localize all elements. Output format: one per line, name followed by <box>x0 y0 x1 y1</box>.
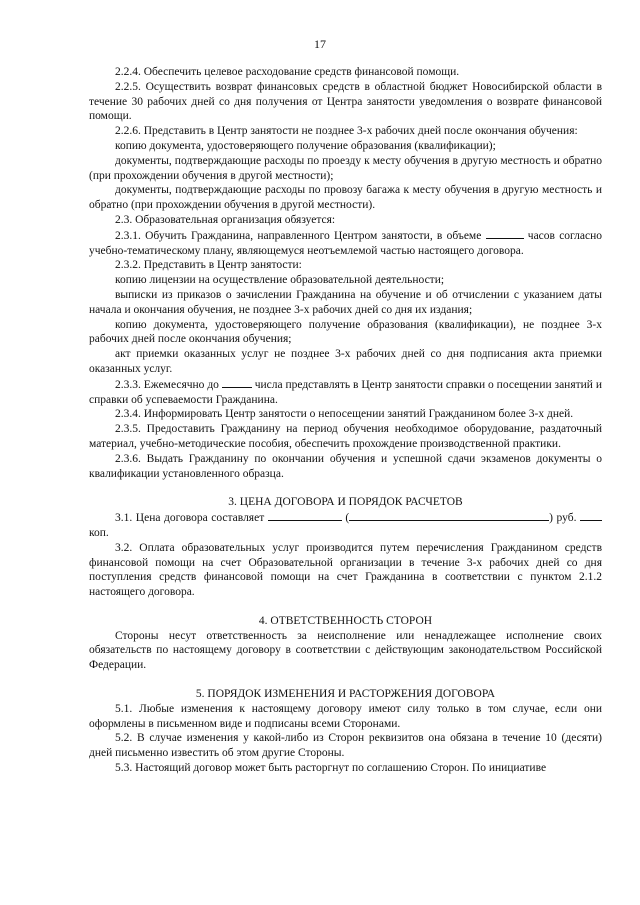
spacer <box>89 673 602 687</box>
clause-2-2-4: 2.2.4. Обеспечить целевое расходование средств финансовой помощи. <box>115 66 460 78</box>
clause-2-3-2: 2.3.2. Представить в Центр занятости: <box>115 259 302 272</box>
day-blank <box>222 377 252 388</box>
clause-2-3-2-item-2: выписки из приказов о зачислении Гражданина на обучение и об отчислении с указанием даты начала и окончания обучения, не позднее 3-х рабочих дней со дня их издания; <box>89 288 602 316</box>
clause-3-1 <box>89 510 602 541</box>
price-open-paren: ( <box>345 512 350 525</box>
spacer <box>89 600 602 614</box>
section-4-text: Стороны несут ответственность за неисполнение или ненадлежащее исполнение своих обязательств по настоящему договору в соответствии с действующим законодательством Российской Федерации. <box>89 629 602 672</box>
clause-2-3-4: 2.3.4. Информировать Центр занятости о непосещении занятий Гражданином более 3-х дней. <box>115 408 574 421</box>
price-number-blank <box>268 510 342 521</box>
clause-5-3: 5.3. Настоящий договор может быть расторгнут по соглашению Сторон. По инициативе <box>115 762 547 775</box>
clause-2-3-1-rest: часов согласно учебно-тематическому плану, являющемуся неотъемлемой частью настоящего договора. <box>89 229 603 257</box>
section-3-heading: 3. ЦЕНА ДОГОВОРА И ПОРЯДОК РАСЧЕТОВ <box>228 496 463 509</box>
clause-2-3-3-rest: числа представлять в Центр занятости справки о посещении занятий и справки об успеваемости Гражданина. <box>89 378 602 406</box>
clause-2-3-2-item-3: копию документа, удостоверяющего получение образования (квалификации), не позднее 3-х рабочих дней после окончания обучения; <box>89 318 602 346</box>
kopecks-label: коп. <box>89 526 109 539</box>
price-words-blank <box>349 510 549 521</box>
clause-2-2-6-item-2: документы, подтверждающие расходы по проезду к месту обучения в другую местность и обратно (при прохождении обучения в другой местности); <box>89 154 602 182</box>
section-4-heading: 4. ОТВЕТСТВЕННОСТЬ СТОРОН <box>258 614 433 627</box>
document-body <box>89 65 602 776</box>
clause-2-3-6: 2.3.6. Выдать Гражданину по окончании обучения и успешной сдачи экзаменов документы о квалификации установленного образца. <box>89 452 602 480</box>
clause-5-1: 5.1. Любые изменения к настоящему договору имеют силу только в том случае, если они оформлены в письменном виде и подписаны всеми Сторонами. <box>89 702 602 730</box>
clause-2-2-5: 2.2.5. Осуществить возврат финансовых средств в областной бюджет Новосибирской области в течение 30 рабочих дней со дня получения от Центра занятости уведомления о возврате финансовой помощи. <box>89 80 602 123</box>
clause-2-3: 2.3. Образовательная организация обязуется: <box>115 213 336 226</box>
clause-3-2: 3.2. Оплата образовательных услуг производится путем перечисления Гражданином средств финансовой помощи на счет Образовательной организации в течение 3-х рабочих дней со дня поступления средств финансовой помощи на счет Гражданина в соответствии с пунктом 2.1.2 настоящего договора. <box>89 541 602 599</box>
spacer <box>89 481 602 495</box>
clause-2-2-6-item-1: копию документа, удостоверяющего получение образования (квалификации); <box>115 139 496 152</box>
section-5-heading: 5. ПОРЯДОК ИЗМЕНЕНИЯ И РАСТОРЖЕНИЯ ДОГОВОРА <box>195 688 496 701</box>
clause-5-2: 5.2. В случае изменения у какой-либо из Сторон реквизитов она обязана в течение 10 (десяти) дней письменно известить об этом другие Стороны. <box>89 732 602 760</box>
clause-2-2-6-item-3: документы, подтверждающие расходы по провозу багажа к месту обучения в другую местность и обратно (при прохождении обучения в другой местности). <box>89 184 602 212</box>
clause-2-3-5: 2.3.5. Предоставить Гражданину на период обучения необходимое оборудование, раздаточный материал, учебно-методические пособия, обеспечить прохождение производственной практики. <box>89 423 602 450</box>
hours-blank <box>486 228 524 239</box>
clause-2-2-6: 2.2.6. Представить в Центр занятости не позднее 3-х рабочих дней после окончания обучения: <box>115 125 578 138</box>
clause-2-3-1 <box>89 228 602 259</box>
price-close-paren: ) руб. <box>549 512 577 525</box>
kopecks-blank <box>580 510 602 521</box>
clause-2-3-1-lead: 2.3.1. Обучить Гражданина, направленного Центром занятости, в объеме <box>115 229 482 242</box>
clause-3-1-lead: 3.1. Цена договора составляет <box>115 512 265 525</box>
page-number: 17 <box>314 37 326 51</box>
clause-2-3-3 <box>89 377 602 408</box>
clause-2-3-2-item-1: копию лицензии на осуществление образовательной деятельности; <box>115 274 445 287</box>
clause-2-3-2-item-4: акт приемки оказанных услуг не позднее 3-х рабочих дней со дня подписания акта приемки оказанных услуг. <box>89 348 602 375</box>
clause-2-3-3-lead: 2.3.3. Ежемесячно до <box>115 378 219 391</box>
